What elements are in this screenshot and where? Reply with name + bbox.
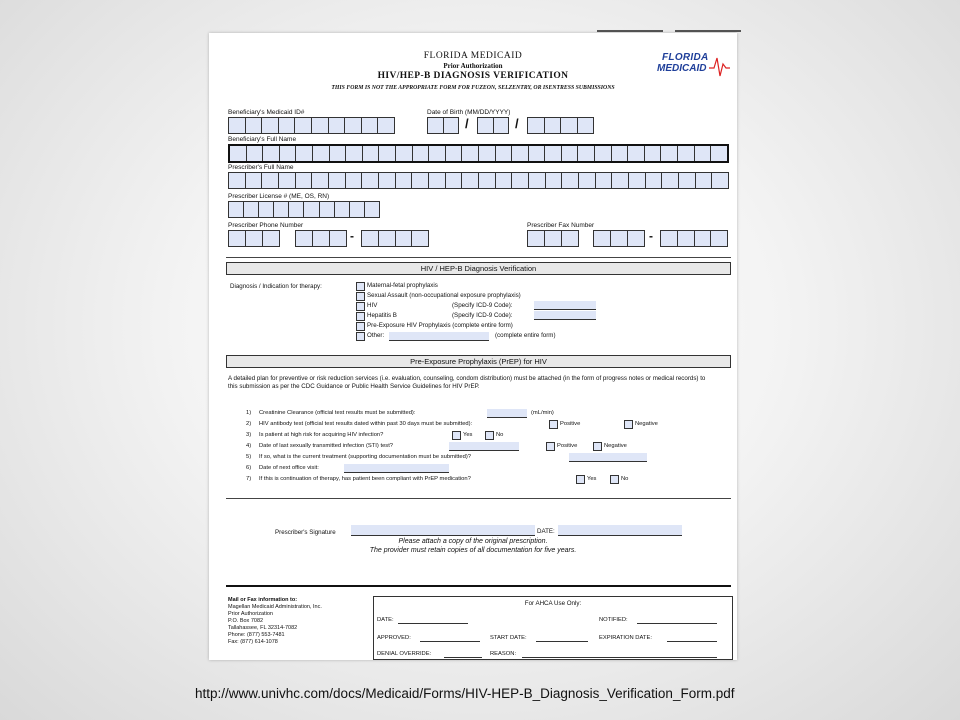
fax-line-boxes[interactable] — [660, 230, 728, 247]
divider — [226, 585, 731, 587]
item-7-num: 7) — [246, 476, 252, 482]
item-2-num: 2) — [246, 421, 252, 427]
checkbox-hiv-positive[interactable] — [549, 420, 558, 429]
item-1-text: Creatinine Clearance (official test results must be submitted): — [259, 410, 416, 416]
signature-date-field[interactable] — [558, 525, 682, 536]
signature-label: Prescriber's Signature — [275, 529, 336, 536]
beneficiary-name-label: Beneficiary's Full Name — [228, 136, 297, 143]
hiv-negative-label: Negative — [635, 421, 658, 427]
fax-dash: - — [649, 229, 653, 243]
compliant-no-label: No — [621, 476, 629, 482]
divider — [226, 498, 731, 499]
dob-month-boxes[interactable] — [427, 117, 459, 134]
prescriber-name-boxes[interactable] — [228, 172, 729, 189]
form-instruction: THIS FORM IS NOT THE APPROPRIATE FORM FOR FUZEON, SELZENTRY, OR ISENTRESS SUBMISSIONS — [331, 85, 615, 91]
beneficiary-name-boxes[interactable] — [228, 144, 729, 163]
ahca-reason-label: REASON: — [490, 651, 517, 657]
item-7-text: If this is continuation of therapy, has patient been compliant with PrEP medication? — [259, 476, 471, 482]
fax-label: Prescriber Fax Number — [527, 222, 595, 229]
hiv-positive-label: Positive — [560, 421, 581, 427]
ahca-use-box — [373, 596, 733, 660]
checkbox-risk-yes[interactable] — [452, 431, 461, 440]
checkbox-sti-positive[interactable] — [546, 442, 555, 451]
sti-positive-label: Positive — [557, 443, 578, 449]
mail-line: Phone: (877) 553-7481 — [228, 632, 285, 638]
item-5-num: 5) — [246, 454, 252, 460]
mail-line: Prior Authorization — [228, 611, 273, 617]
dob-day-boxes[interactable] — [477, 117, 509, 134]
attach-note: Please attach a copy of the original prescription. — [398, 538, 548, 545]
item-6-num: 6) — [246, 465, 252, 471]
phone-prefix-boxes[interactable] — [295, 230, 347, 247]
mail-line: Tallahassee, FL 32314-7082 — [228, 625, 298, 631]
prescriber-name-label: Prescriber's Full Name — [228, 164, 294, 171]
ahca-expiration-label: EXPIRATION DATE: — [599, 635, 652, 641]
checkbox-prep[interactable] — [356, 322, 365, 331]
other-field[interactable] — [389, 332, 489, 341]
form-page — [209, 33, 737, 660]
checkbox-compliant-no[interactable] — [610, 475, 619, 484]
checkbox-risk-no[interactable] — [485, 431, 494, 440]
ahca-date-label: DATE: — [377, 617, 394, 623]
item-5-text: If so, what is the current treatment (supporting documentation must be submitted)? — [259, 454, 472, 460]
florida-medicaid-logo: FLORIDA MEDICAID — [654, 50, 732, 86]
ahca-start-date-field[interactable] — [536, 634, 588, 642]
option-hiv: HIV — [367, 302, 378, 309]
option-hepatitis: Hepatitis B — [367, 312, 397, 319]
mail-line: Fax: (877) 614-1078 — [228, 639, 278, 645]
divider — [226, 257, 731, 258]
diagnosis-section-header: HIV / HEP-B Diagnosis Verification — [226, 262, 731, 275]
mail-line: Mail or Fax information to: — [228, 597, 298, 603]
ahca-denial-field[interactable] — [444, 650, 482, 658]
license-boxes[interactable] — [228, 201, 380, 218]
prep-paragraph: A detailed plan for preventive or risk reduction services (i.e. evaluation, counseling, condom distribution) must be attached (in the form of progress notes or medical records) to this submission as per the CDC Guidance or Public Health Service Guidelines for HIV PrEP. — [228, 375, 706, 390]
item-6-text: Date of next office visit: — [259, 465, 319, 471]
dob-label: Date of Birth (MM/DD/YYYY) — [427, 109, 511, 116]
treatment-field[interactable] — [569, 453, 647, 462]
dob-year-boxes[interactable] — [527, 117, 594, 134]
ahca-expiration-field[interactable] — [667, 634, 717, 642]
top-mark-left — [597, 30, 663, 32]
license-label: Prescriber License # (ME, OS, RN) — [228, 193, 330, 200]
checkbox-hepatitis[interactable] — [356, 312, 365, 321]
risk-no-label: No — [496, 432, 504, 438]
hiv-icd-field[interactable] — [534, 301, 596, 310]
next-visit-field[interactable] — [344, 464, 449, 473]
hep-specify-label: (Specify ICD-9 Code): — [452, 312, 513, 319]
ahca-title: For AHCA Use Only: — [524, 600, 582, 607]
item-3-num: 3) — [246, 432, 252, 438]
fax-area-boxes[interactable] — [527, 230, 579, 247]
phone-line-boxes[interactable] — [361, 230, 429, 247]
item-1-suffix: (mL/min) — [531, 410, 554, 416]
creatinine-field[interactable] — [487, 409, 527, 418]
subtitle: Prior Authorization — [443, 62, 503, 70]
checkbox-other[interactable] — [356, 332, 365, 341]
heartbeat-icon — [654, 50, 732, 86]
beneficiary-id-boxes[interactable] — [228, 117, 395, 134]
item-1-num: 1) — [246, 410, 252, 416]
mail-line: P.O. Box 7082 — [228, 618, 264, 624]
ahca-start-date-label: START DATE: — [490, 635, 527, 641]
checkbox-maternal[interactable] — [356, 282, 365, 291]
dob-slash-2: / — [515, 116, 519, 131]
compliant-yes-label: Yes — [587, 476, 597, 482]
phone-dash: - — [350, 229, 354, 243]
option-maternal: Maternal-fetal prophylaxis — [367, 282, 438, 289]
prep-section-header: Pre-Exposure Prophylaxis (PrEP) for HIV — [226, 355, 731, 368]
top-mark-right — [675, 30, 741, 32]
checkbox-hiv[interactable] — [356, 302, 365, 311]
risk-yes-label: Yes — [463, 432, 473, 438]
item-3-text: Is patient at high risk for acquiring HIV infection? — [259, 432, 384, 438]
ahca-reason-field[interactable] — [522, 650, 717, 658]
item-4-text: Date of last sexually transmitted infection (STI) test? — [259, 443, 394, 449]
state-title: FLORIDA MEDICAID — [423, 51, 523, 61]
fax-prefix-boxes[interactable] — [593, 230, 645, 247]
checkbox-hiv-negative[interactable] — [624, 420, 633, 429]
option-other: Other: — [367, 332, 385, 339]
mail-info — [228, 597, 322, 646]
phone-label: Prescriber Phone Number — [228, 222, 304, 229]
signature-date-label: DATE: — [537, 528, 555, 535]
checkbox-compliant-yes[interactable] — [576, 475, 585, 484]
diagnosis-label: Diagnosis / Indication for therapy: — [230, 283, 322, 290]
retain-note: The provider must retain copies of all documentation for five years. — [369, 547, 577, 554]
signature-field[interactable] — [351, 525, 535, 536]
other-complete-label: (complete entire form) — [495, 332, 556, 339]
beneficiary-id-label: Beneficiary's Medicaid ID# — [228, 109, 305, 116]
item-2-text: HIV antibody test (official test results dated within past 30 days must be submitted): — [259, 421, 473, 427]
mail-line: Magellan Medicaid Administration, Inc. — [228, 604, 322, 610]
hiv-specify-label: (Specify ICD-9 Code): — [452, 302, 513, 309]
ahca-denial-label: DENIAL OVERRIDE: — [377, 651, 432, 657]
ahca-approved-field[interactable] — [420, 634, 480, 642]
item-4-num: 4) — [246, 443, 252, 449]
option-sexual-assault: Sexual Assault (non-occupational exposure prophylaxis) — [367, 292, 521, 299]
ahca-notified-field[interactable] — [637, 616, 717, 624]
ahca-approved-label: APPROVED: — [377, 635, 411, 641]
ahca-date-field[interactable] — [398, 616, 468, 624]
sti-date-field[interactable] — [449, 442, 519, 451]
option-prep: Pre-Exposure HIV Prophylaxis (complete entire form) — [367, 322, 513, 329]
checkbox-sti-negative[interactable] — [593, 442, 602, 451]
sti-negative-label: Negative — [604, 443, 627, 449]
dob-slash-1: / — [465, 116, 469, 131]
hep-icd-field[interactable] — [534, 311, 596, 320]
ahca-notified-label: NOTIFIED: — [599, 617, 628, 623]
form-title: HIV/HEP-B DIAGNOSIS VERIFICATION — [377, 71, 569, 81]
source-url[interactable]: http://www.univhc.com/docs/Medicaid/Forms/HIV-HEP-B_Diagnosis_Verification_Form.pdf — [195, 686, 735, 701]
phone-area-boxes[interactable] — [228, 230, 280, 247]
checkbox-sexual-assault[interactable] — [356, 292, 365, 301]
